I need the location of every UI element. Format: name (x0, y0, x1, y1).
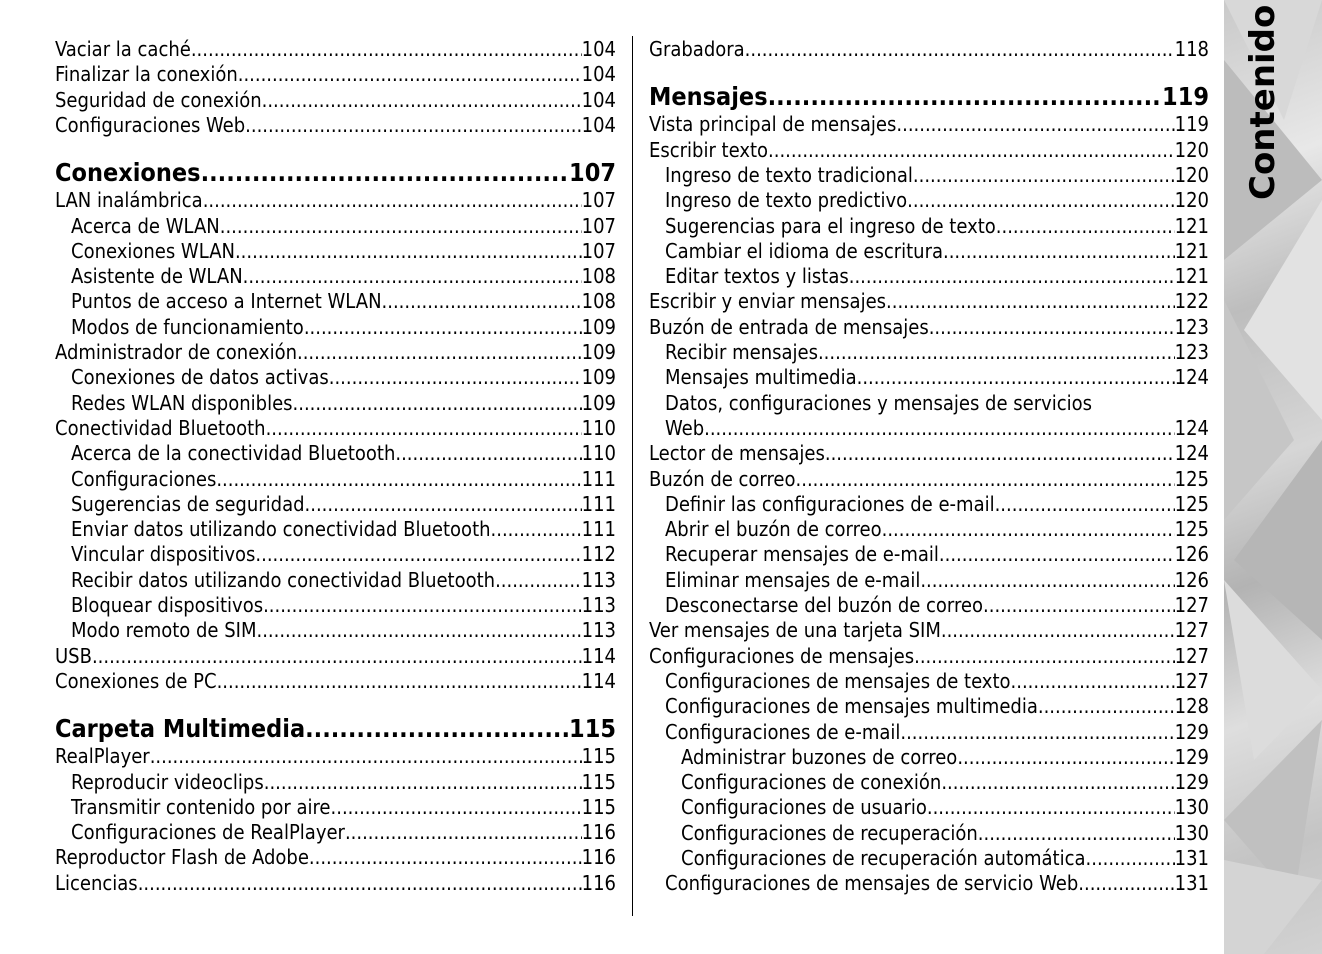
toc-page-number: 109 (581, 390, 616, 415)
toc-leader-dots (293, 391, 582, 416)
toc-entry-title: Ver mensajes de una tarjeta SIM (649, 618, 941, 643)
toc-entry-title: Conexiones WLAN (71, 238, 235, 263)
toc-page-number: 114 (581, 643, 616, 668)
toc-entry-title: Recuperar mensajes de e-mail (665, 542, 939, 567)
toc-leader-dots (305, 492, 582, 517)
toc-leader-dots (896, 112, 1174, 137)
toc-entry-title: Conectividad Bluetooth (55, 415, 266, 440)
toc-leader-dots (927, 795, 1175, 820)
toc-leader-dots (263, 593, 582, 618)
toc-entry-title: RealPlayer (55, 744, 150, 769)
toc-page-number: 131 (1174, 871, 1209, 896)
toc-page-number: 114 (581, 668, 616, 693)
toc-entry (55, 239, 616, 264)
toc-leader-dots (297, 340, 582, 365)
toc-leader-dots (796, 467, 1175, 492)
toc-section-heading (55, 714, 616, 744)
toc-page-number: 104 (581, 37, 616, 61)
toc-leader-dots (996, 214, 1175, 239)
toc-entry (649, 315, 1209, 340)
toc-entry (649, 138, 1209, 163)
toc-page-number: 126 (1174, 567, 1209, 592)
toc-entry (55, 871, 616, 896)
toc-page-number: 104 (581, 87, 616, 112)
toc-entry-title: Configuraciones de usuario (681, 795, 927, 820)
toc-entry-title: Conexiones de PC (55, 668, 217, 693)
toc-leader-dots (238, 62, 582, 87)
toc-entry-title: Desconectarse del buzón de correo (665, 593, 984, 617)
toc-page-number: 109 (581, 314, 616, 339)
toc-entry-title: Acerca de la conectividad Bluetooth (71, 441, 396, 466)
toc-page-number: 120 (1174, 162, 1209, 187)
toc-entry-title: Mensajes (649, 82, 768, 112)
toc-page-number: 129 (1174, 719, 1209, 744)
toc-entry (649, 517, 1209, 542)
toc-page-number: 113 (581, 567, 616, 592)
toc-page-number: 115 (581, 744, 616, 769)
toc-entry (649, 37, 1209, 62)
toc-entry-title: Redes WLAN disponibles (71, 390, 293, 415)
toc-entry (55, 188, 616, 213)
toc-page-number: 110 (581, 415, 616, 440)
toc-page-number: 116 (581, 870, 616, 895)
toc-leader-dots (1078, 871, 1174, 896)
toc-entry (649, 846, 1209, 871)
toc-page-number: 104 (581, 112, 616, 137)
toc-entry (55, 517, 616, 542)
toc-entry (649, 365, 1209, 390)
toc-page-number: 120 (1174, 137, 1209, 162)
toc-leader-dots (920, 568, 1174, 593)
toc-entry-title: Lector de mensajes (649, 441, 825, 466)
toc-entry-title: Conexiones de datos activas (71, 365, 329, 390)
toc-entry (55, 770, 616, 795)
toc-page-number: 113 (581, 618, 616, 643)
toc-entry-title: Modos de funcionamiento (71, 314, 304, 339)
toc-entry (55, 795, 616, 820)
toc-entry-title: Asistente de WLAN (71, 264, 243, 289)
toc-entry (55, 416, 616, 441)
toc-page-number: 120 (1174, 188, 1209, 213)
toc-entry-title: Carpeta Multimedia (55, 714, 306, 744)
toc-page-number: 107 (581, 188, 616, 213)
toc-entry (649, 214, 1209, 239)
toc-page-number: 115 (581, 794, 616, 819)
toc-leader-dots (929, 315, 1175, 340)
toc-leader-dots (345, 820, 582, 845)
toc-entry-title: LAN inalámbrica (55, 188, 203, 213)
toc-entry-title: Configuraciones de RealPlayer (71, 820, 345, 845)
toc-leader-dots (957, 745, 1174, 770)
toc-page-number: 130 (1174, 820, 1209, 845)
toc-leader-dots (900, 720, 1174, 745)
toc-leader-dots (768, 82, 1162, 112)
toc-entry (649, 112, 1209, 137)
toc-entry (55, 845, 616, 870)
toc-entry-title: Sugerencias de seguridad (71, 491, 305, 516)
toc-page-number: 126 (1174, 542, 1209, 567)
toc-page-number: 107 (569, 158, 616, 188)
toc-page-number: 129 (1174, 744, 1209, 769)
toc-leader-dots (92, 644, 582, 669)
toc-leader-dots (995, 492, 1175, 517)
toc-entry-title: Ingreso de texto tradicional (665, 162, 913, 187)
toc-entry-title: Conexiones (55, 158, 201, 188)
toc-entry (649, 568, 1209, 593)
toc-entry-title: Transmitir contenido por aire (71, 794, 331, 819)
toc-page-number: 127 (1174, 593, 1209, 617)
toc-entry-title: Seguridad de conexión (55, 87, 262, 112)
toc-leader-dots (255, 542, 581, 567)
toc-leader-dots (220, 214, 582, 239)
toc-entry-title: Editar textos y listas (665, 264, 849, 289)
toc-entry-title: Finalizar la conexión (55, 62, 238, 87)
toc-leader-dots (913, 163, 1175, 188)
toc-entry (649, 618, 1209, 643)
toc-entry-title: Reproducir videoclips (71, 769, 264, 794)
toc-entry-title: Recibir mensajes (665, 340, 818, 364)
toc-leader-dots (495, 568, 582, 593)
toc-leader-dots (1011, 669, 1175, 694)
toc-page-number: 125 (1174, 491, 1209, 516)
toc-entry (649, 821, 1209, 846)
toc-entry-title: Configuraciones de mensajes multimedia (665, 694, 1038, 719)
toc-page-number: 128 (1174, 694, 1209, 719)
column-divider (632, 36, 633, 916)
toc-entry-title: Mensajes multimedia (665, 365, 857, 390)
toc-leader-dots (745, 37, 1175, 62)
toc-leader-dots (941, 770, 1174, 795)
toc-entry-title: Configuraciones de mensajes (649, 643, 915, 668)
toc-entry (649, 871, 1209, 896)
toc-page-number: 129 (1174, 770, 1209, 795)
toc-entry (649, 239, 1209, 264)
toc-entry-title: Acerca de WLAN (71, 213, 220, 238)
toc-entry-title: Administrar buzones de correo (681, 744, 958, 769)
toc-entry-title: Modo remoto de SIM (71, 618, 257, 643)
toc-entry-title: Eliminar mensajes de e-mail (665, 567, 921, 592)
toc-entry (649, 467, 1209, 492)
toc-entry (649, 492, 1209, 517)
toc-entry-title: Datos, configuraciones y mensajes de servicios (665, 390, 1093, 415)
toc-entry (55, 391, 616, 416)
toc-entry (55, 467, 616, 492)
toc-entry-title: Sugerencias para el ingreso de texto (665, 213, 996, 238)
toc-page-number: 109 (581, 340, 616, 364)
toc-page-number: 127 (1174, 643, 1209, 668)
toc-leader-dots (191, 37, 582, 62)
toc-leader-dots (825, 441, 1175, 466)
toc-entry (55, 315, 616, 340)
toc-leader-dots (243, 264, 582, 289)
toc-entry-title: Buzón de entrada de mensajes (649, 314, 929, 339)
toc-entry-title: Ingreso de texto predictivo (665, 188, 908, 213)
toc-entry (55, 113, 616, 138)
toc-leader-dots (256, 618, 581, 643)
toc-entry-title: Administrador de conexión (55, 340, 297, 364)
toc-page-number: 111 (581, 491, 616, 516)
toc-page-number: 121 (1174, 238, 1209, 263)
toc-page-number: 123 (1174, 314, 1209, 339)
toc-entry (55, 618, 616, 643)
toc-entry (55, 37, 616, 62)
toc-entry (55, 365, 616, 390)
toc-page-number: 108 (581, 264, 616, 289)
toc-entry (649, 745, 1209, 770)
toc-leader-dots (266, 416, 582, 441)
toc-entry-title: Enviar datos utilizando conectividad Bluetooth (71, 517, 491, 542)
toc-page-number: 119 (1162, 82, 1209, 112)
toc-entry-title: Escribir texto (649, 137, 769, 162)
toc-entry (55, 568, 616, 593)
toc-entry-title: Puntos de acceso a Internet WLAN (71, 289, 382, 314)
toc-page-number: 104 (581, 62, 616, 87)
toc-entry (649, 163, 1209, 188)
toc-entry (55, 820, 616, 845)
toc-entry (55, 492, 616, 517)
toc-entry-title: Cambiar el idioma de escritura (665, 238, 943, 263)
toc-entry (55, 542, 616, 567)
toc-page-number: 131 (1174, 846, 1209, 870)
toc-leader-dots (264, 770, 582, 795)
toc-entry (649, 542, 1209, 567)
toc-entry (55, 88, 616, 113)
toc-leader-dots (262, 88, 582, 113)
toc-entry (55, 214, 616, 239)
toc-entry-title: Definir las configuraciones de e-mail (665, 491, 995, 516)
toc-leader-dots (203, 188, 582, 213)
toc-leader-dots (309, 845, 582, 870)
toc-leader-dots (217, 669, 582, 694)
toc-page-number: 118 (1174, 37, 1209, 61)
toc-page-number: 119 (1174, 112, 1209, 137)
toc-entry (649, 694, 1209, 719)
toc-leader-dots (201, 158, 569, 188)
toc-entry (649, 264, 1209, 289)
toc-entry-title: Reproductor Flash de Adobe (55, 845, 309, 870)
toc-leader-dots (882, 517, 1175, 542)
toc-entry (649, 593, 1209, 618)
toc-section-heading (55, 158, 616, 188)
toc-page-number: 116 (581, 820, 616, 845)
toc-entry-title: Configuraciones (71, 466, 217, 491)
toc-leader-dots (941, 618, 1175, 643)
toc-page-number: 111 (581, 517, 616, 542)
toc-page-number: 121 (1174, 213, 1209, 238)
toc-entry-title: Configuraciones de recuperación automática (681, 846, 1086, 870)
toc-leader-dots (1086, 846, 1175, 871)
toc-page-number: 115 (569, 714, 616, 744)
toc-page-number: 124 (1174, 415, 1209, 440)
toc-entry (649, 644, 1209, 669)
toc-page-number: 123 (1174, 340, 1209, 364)
toc-leader-dots (245, 113, 582, 138)
toc-leader-dots (138, 871, 582, 896)
toc-leader-dots (304, 315, 582, 340)
toc-leader-dots (849, 264, 1175, 289)
toc-entry-title: Configuraciones de conexión (681, 770, 942, 795)
toc-entry (649, 720, 1209, 745)
toc-leader-dots (150, 744, 582, 769)
toc-entry-title: Configuraciones de e-mail (665, 719, 901, 744)
toc-leader-dots (395, 441, 581, 466)
toc-entry (649, 340, 1209, 365)
toc-leader-dots (704, 416, 1175, 441)
toc-entry-title: Vincular dispositivos (71, 542, 256, 567)
toc-entry-title: Configuraciones de recuperación (681, 820, 978, 845)
toc-page-number: 127 (1174, 668, 1209, 693)
toc-leader-dots (978, 821, 1175, 846)
toc-leader-dots (914, 644, 1175, 669)
toc-entry-title: Escribir y enviar mensajes (649, 289, 887, 314)
toc-page-number: 115 (581, 769, 616, 794)
toc-leader-dots (305, 714, 569, 744)
toc-entry (649, 391, 1209, 416)
toc-page-number: 124 (1174, 441, 1209, 466)
toc-leader-dots (382, 289, 582, 314)
toc-entry-title: Configuraciones de mensajes de servicio Web (665, 871, 1079, 896)
toc-page-number: 109 (581, 365, 616, 390)
toc-entry-title: Abrir el buzón de correo (665, 517, 882, 542)
toc-entry (55, 744, 616, 769)
toc-leader-dots (907, 188, 1175, 213)
toc-entry (649, 188, 1209, 213)
toc-entry (649, 795, 1209, 820)
toc-leader-dots (1038, 694, 1175, 719)
toc-entry-title: Web (665, 415, 705, 440)
toc-leader-dots (329, 365, 582, 390)
toc-page-number: 113 (581, 593, 616, 617)
toc-leader-dots (768, 138, 1175, 163)
toc-entry-title: Grabadora (649, 37, 745, 61)
toc-entry (55, 264, 616, 289)
toc-page-number: 127 (1174, 618, 1209, 643)
toc-page-number: 125 (1174, 466, 1209, 491)
toc-page-number: 121 (1174, 264, 1209, 289)
toc-entry (649, 770, 1209, 795)
toc-leader-dots (331, 795, 582, 820)
toc-entry-title: Bloquear dispositivos (71, 593, 264, 617)
toc-leader-dots (983, 593, 1175, 618)
toc-leader-dots (943, 239, 1175, 264)
toc-entry-title: Configuraciones de mensajes de texto (665, 668, 1011, 693)
toc-entry-title: USB (55, 643, 92, 668)
toc-entry-title: Vaciar la caché (55, 37, 191, 61)
toc-leader-dots (818, 340, 1175, 365)
toc-entry (55, 441, 616, 466)
toc-entry (55, 593, 616, 618)
toc-leader-dots (857, 365, 1175, 390)
toc-entry-title: Licencias (55, 870, 138, 895)
toc-page-number: 125 (1174, 517, 1209, 542)
toc-leader-dots (491, 517, 582, 542)
toc-section-heading (649, 82, 1209, 112)
toc-entry-title: Vista principal de mensajes (649, 112, 897, 137)
toc-page-number: 110 (581, 441, 616, 466)
toc-entry (55, 340, 616, 365)
toc-entry (649, 289, 1209, 314)
toc-leader-dots (216, 467, 581, 492)
toc-page-number: 116 (581, 845, 616, 870)
toc-page-number: 107 (581, 238, 616, 263)
toc-entry-title: Recibir datos utilizando conectividad Bluetooth (71, 567, 496, 592)
toc-page-number: 107 (581, 213, 616, 238)
toc-entry-title: Configuraciones Web (55, 112, 246, 137)
toc-page-number: 108 (581, 289, 616, 314)
toc-page-number: 122 (1174, 289, 1209, 314)
toc-entry (649, 669, 1209, 694)
toc-page-number: 130 (1174, 795, 1209, 820)
toc-entry (55, 669, 616, 694)
toc-leader-dots (886, 289, 1175, 314)
toc-entry (55, 644, 616, 669)
toc-leader-dots (235, 239, 582, 264)
toc-entry (55, 62, 616, 87)
toc-entry-title: Buzón de correo (649, 466, 796, 491)
toc-entry (649, 416, 1209, 441)
toc-entry (649, 441, 1209, 466)
toc-entry (55, 289, 616, 314)
toc-page-number: 124 (1174, 365, 1209, 390)
toc-leader-dots (939, 542, 1175, 567)
toc-page-number: 112 (581, 542, 616, 567)
toc-page-number: 111 (581, 466, 616, 491)
